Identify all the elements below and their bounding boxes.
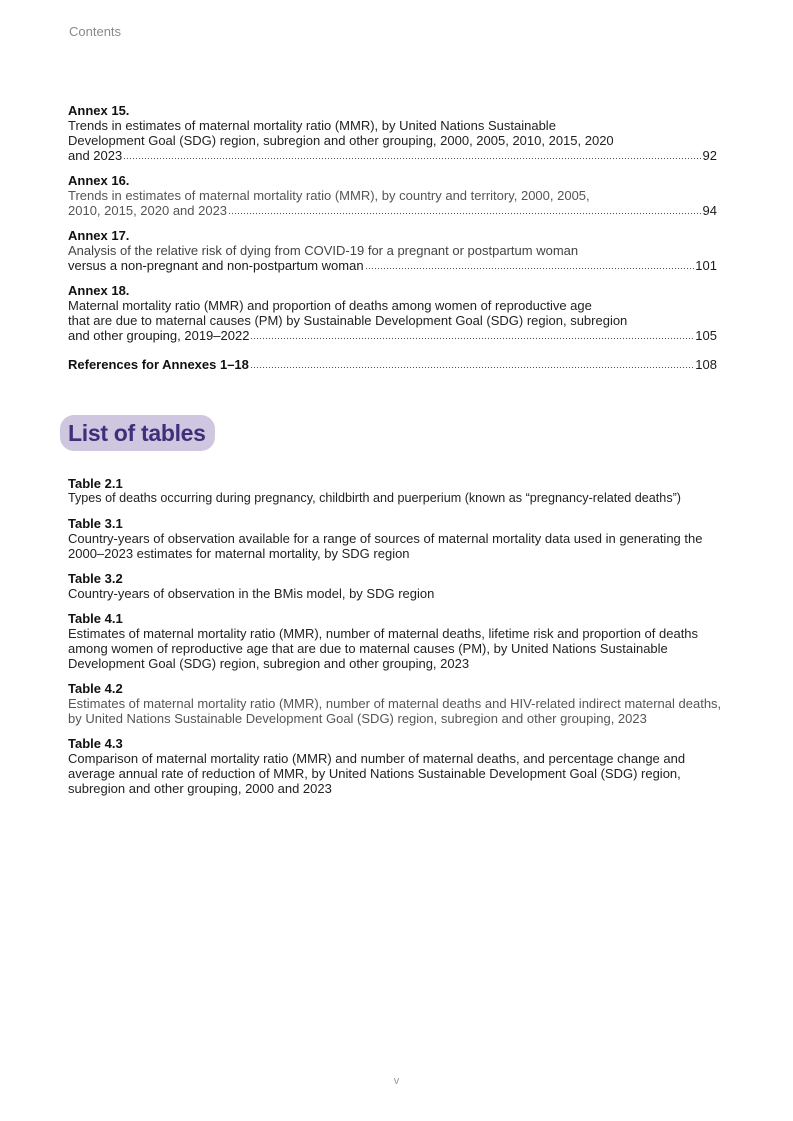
toc-page-number: 94 <box>702 203 717 218</box>
toc-entry-references[interactable] <box>68 357 717 372</box>
toc-page-number: 101 <box>695 258 717 273</box>
table-entry-3-1[interactable] <box>68 516 728 561</box>
table-entry-3-2[interactable] <box>68 571 728 601</box>
toc-entry-line: Maternal mortality ratio (MMR) and proportion of deaths among women of reproductive age <box>68 298 592 313</box>
table-entry-title: Table 3.2 <box>68 571 123 586</box>
toc-entry-line: 2010, 2015, 2020 and 2023 <box>68 203 228 218</box>
dot-leader <box>365 267 695 270</box>
table-entry-title: Table 4.2 <box>68 681 123 696</box>
table-entry-description: Estimates of maternal mortality ratio (MMR), number of maternal deaths and HIV-related indirect maternal deaths, by United Nations Sustainable Development Goal (SDG) region, subregion and other grouping, 2023 <box>68 696 722 726</box>
toc-entry-line: and other grouping, 2019–2022 <box>68 328 250 343</box>
table-entry-title: Table 4.1 <box>68 611 123 626</box>
list-of-tables <box>68 476 728 806</box>
table-entry-description: Types of deaths occurring during pregnancy, childbirth and puerperium (known as “pregnancy-related deaths”) <box>68 491 681 505</box>
toc-entry-annex-15[interactable] <box>68 103 717 163</box>
toc-entry-title: Annex 18. <box>68 283 130 298</box>
toc-entry-title: Annex 17. <box>68 228 130 243</box>
table-entry-description: Country-years of observation available for a range of sources of maternal mortality data used in generating the 2000–2023 estimates for maternal mortality, by SDG region <box>68 531 703 561</box>
dot-leader <box>123 157 701 160</box>
table-entry-description: Estimates of maternal mortality ratio (MMR), number of maternal deaths, lifetime risk and proportion of deaths among women of reproductive age that are due to maternal causes (PM), by United Nations Sustainable Development Goal (SDG) region, subregion and other grouping, 2023 <box>68 626 699 671</box>
toc-entry-leader-line <box>68 357 717 372</box>
toc-entry-leader-line <box>68 258 717 273</box>
toc-entry-line: and 2023 <box>68 148 123 163</box>
toc-entry-line: that are due to maternal causes (PM) by Sustainable Development Goal (SDG) region, subregion <box>68 313 628 328</box>
dot-leader <box>250 337 694 340</box>
table-entry-description: Country-years of observation in the BMis model, by SDG region <box>68 586 435 601</box>
toc-entry-annex-18[interactable] <box>68 283 717 343</box>
toc-entry-leader-line <box>68 328 717 343</box>
toc-entry-line: Trends in estimates of maternal mortality ratio (MMR), by country and territory, 2000, 2005, <box>68 188 590 203</box>
table-entry-4-2[interactable] <box>68 681 728 726</box>
list-of-tables-heading: List of tables <box>60 415 215 451</box>
toc-page-number: 92 <box>702 148 717 163</box>
toc-entry-line: versus a non-pregnant and non-postpartum woman <box>68 258 364 273</box>
table-of-contents <box>68 103 717 382</box>
toc-entry-title: Annex 15. <box>68 103 130 118</box>
page-number: v <box>393 1075 400 1087</box>
toc-page-number: 108 <box>695 357 717 372</box>
toc-entry-annex-17[interactable] <box>68 228 717 273</box>
toc-page-number: 105 <box>695 328 717 343</box>
toc-entry-line: Development Goal (SDG) region, subregion and other grouping, 2000, 2005, 2010, 2015, 2020 <box>68 133 614 148</box>
table-entry-4-1[interactable] <box>68 611 728 671</box>
toc-entry-leader-line <box>68 148 717 163</box>
toc-entry-leader-line <box>68 203 717 218</box>
table-entry-2-1[interactable] <box>68 476 728 506</box>
table-entry-title: Table 2.1 <box>68 476 123 491</box>
toc-entry-title: References for Annexes 1–18 <box>68 357 249 372</box>
dot-leader <box>250 366 694 369</box>
table-entry-title: Table 3.1 <box>68 516 123 531</box>
dot-leader <box>228 212 701 215</box>
toc-entry-title: Annex 16. <box>68 173 130 188</box>
toc-entry-line: Analysis of the relative risk of dying from COVID-19 for a pregnant or postpartum woman <box>68 243 579 258</box>
toc-entry-annex-16[interactable] <box>68 173 717 218</box>
table-entry-4-3[interactable] <box>68 736 728 796</box>
table-entry-description: Comparison of maternal mortality ratio (MMR) and number of maternal deaths, and percentage change and average annual rate of reduction of MMR, by United Nations Sustainable Development Goal (SDG) region, subregion and other grouping, 2000 and 2023 <box>68 751 686 796</box>
toc-entry-line: Trends in estimates of maternal mortality ratio (MMR), by United Nations Sustainable <box>68 118 556 133</box>
running-header: Contents <box>69 24 122 39</box>
table-entry-title: Table 4.3 <box>68 736 123 751</box>
